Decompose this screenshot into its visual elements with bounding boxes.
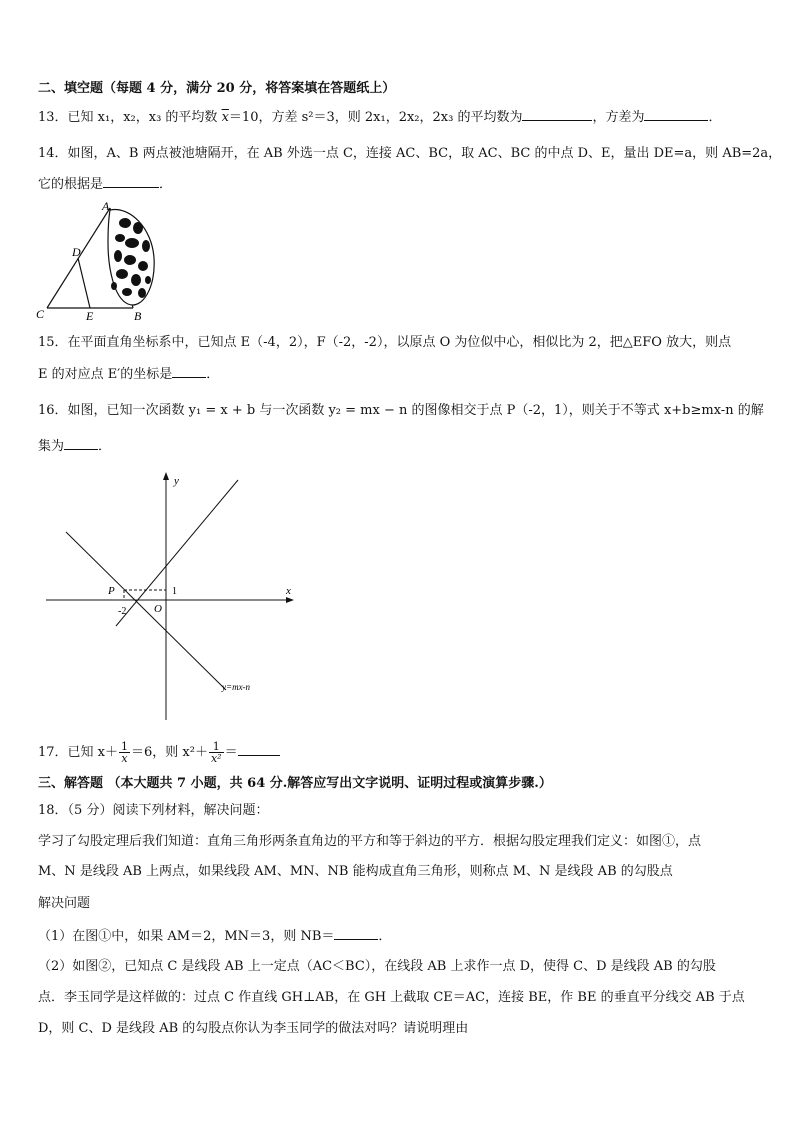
q18-answer-blank[interactable]: [334, 927, 378, 940]
label-a: A: [102, 199, 110, 213]
q15-text-b: ．: [206, 367, 220, 382]
tick-1: 1: [172, 586, 177, 597]
q16-text-b: ．: [98, 439, 112, 454]
frac1-denominator: x: [121, 752, 128, 765]
x-axis-arrow: [286, 597, 294, 603]
question-14-line-1: 14．如图，A、B 两点被池塘隔开，在 AB 外选一点 C，连接 AC、BC，取 AC、BC 的中点 D、E，量出 DE=a，则 AB=2a，: [38, 146, 782, 161]
q13-text-d: ．: [708, 110, 722, 125]
question-15-line-2: [38, 365, 219, 384]
section-title-solutions: 三、解答题 （本大题共 7 小题，共 64 分.解答应写出文字说明、证明过程或演算步骤.）: [38, 776, 552, 791]
label-e: E: [86, 309, 94, 323]
frac1-numerator: 1: [121, 740, 129, 753]
q15-answer-blank[interactable]: [172, 365, 206, 378]
origin-label: O: [154, 603, 162, 615]
label-b: B: [134, 309, 142, 323]
q13-xbar: $\overline{x}$: [221, 110, 229, 125]
q18-part1-text: （1）在图①中，如果 AM＝2，MN＝3，则 NB＝: [38, 929, 335, 944]
question-16-line-1: 16．如图，已知一次函数 y₁ = x + b 与一次函数 y₂ = mx − n 的图像相交于点 P（-2，1），则关于不等式 x+b≥mx-n 的解: [38, 403, 764, 418]
section-title-fill-in: 二、填空题（每题 4 分，满分 20 分，将答案填在答题纸上）: [38, 81, 396, 96]
label-c: C: [36, 307, 45, 321]
tick-neg2: -2: [118, 606, 127, 617]
question-18-part-2-line-3: D，则 C、D 是线段 AB 的勾股点你认为李玉同学的做法对吗？请说明理由: [38, 1021, 469, 1036]
q17-text-c: ＝: [224, 745, 238, 760]
q13-answer-blank-1[interactable]: [522, 108, 592, 121]
label-d: D: [72, 245, 81, 259]
question-14-line-2: [38, 175, 172, 194]
q18-part1-end: ．: [378, 929, 392, 944]
x-axis-label: x: [286, 585, 291, 597]
q17-text-b: ＝6，则 x²＋: [131, 745, 208, 760]
q16-answer-blank[interactable]: [64, 437, 98, 450]
line-y2: [66, 532, 226, 690]
question-18-part-2-line-1: （2）如图②，已知点 C 是线段 AB 上一定点（AC＜BC），在线段 AB 上求作一点 D，使得 C、D 是线段 AB 的勾股: [38, 959, 716, 974]
question-15-line-1: 15．在平面直角坐标系中，已知点 E（-4，2），F（-2，-2），以原点 O 为位似中心，相似比为 2，把△EFO 放大，则点: [38, 335, 732, 350]
question-18-para-1: 学习了勾股定理后我们知道：直角三角形两条直角边的平方和等于斜边的平方．根据勾股定理我们定义：如图①，点: [38, 834, 702, 849]
q14-answer-blank[interactable]: [103, 175, 159, 188]
y-axis-label: y: [174, 475, 179, 487]
q16-text-a: 集为: [38, 439, 65, 454]
question-18-subheading: 解决问题: [38, 896, 91, 911]
segment-de: [78, 258, 90, 308]
question-16-line-2: [38, 437, 111, 456]
question-18-heading: 18．（5 分）阅读下列材料，解决问题：: [38, 803, 269, 818]
q13-answer-blank-2[interactable]: [644, 108, 708, 121]
question-13: [38, 108, 722, 127]
question-18-para-2: M、N 是线段 AB 上两点，如果线段 AM、MN、NB 能构成直角三角形，则称点 M、N 是线段 AB 的勾股点: [38, 864, 673, 879]
y-axis-arrow: [163, 472, 169, 480]
question-18-part-1: [38, 927, 391, 946]
q13-text-b: ＝10，方差 s²＝3，则 2x₁，2x₂，2x₃ 的平均数为: [228, 110, 523, 125]
question-18-part-2-line-2: 点．李玉同学是这样做的：过点 C 作直线 GH⊥AB，在 GH 上截取 CE＝AC，连接 BE，作 BE 的垂直平分线交 AB 于点: [38, 990, 745, 1005]
line-y2-label: y=mx-n: [222, 682, 251, 692]
linear-functions-graph: [40, 466, 300, 726]
q14-text-a: 它的根据是: [38, 177, 104, 192]
q17-text-a: 17．已知 x＋: [38, 745, 119, 760]
line-y1: [116, 480, 238, 626]
q14-text-b: ．: [159, 177, 173, 192]
fraction-1-over-x-squared: [209, 741, 224, 764]
frac2-denominator: x²: [210, 752, 222, 765]
pond-triangle-figure: [30, 198, 170, 324]
question-17: [38, 740, 280, 766]
q13-text-c: ，方差为: [592, 110, 645, 125]
q15-text-a: E 的对应点 E′的坐标是: [38, 367, 173, 382]
q17-answer-blank[interactable]: [238, 743, 280, 756]
point-p-label: P: [108, 585, 115, 597]
fraction-1-over-x: [119, 741, 130, 764]
q13-text-a: 13．已知 x₁，x₂，x₃ 的平均数: [38, 110, 222, 125]
frac2-numerator: 1: [209, 741, 224, 753]
